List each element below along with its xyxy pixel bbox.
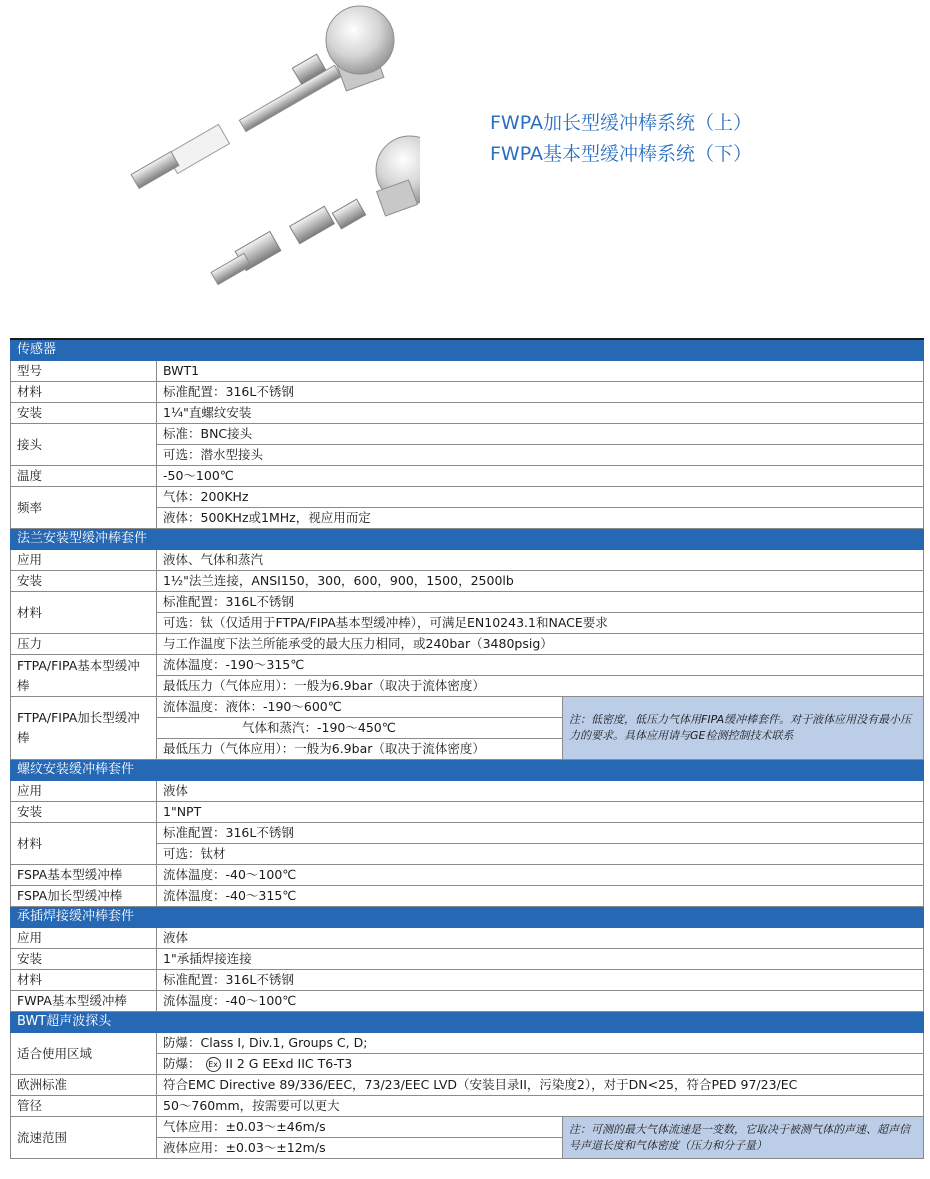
row-value: BWT1: [157, 361, 924, 382]
row-value: 1"承插焊接连接: [157, 949, 924, 970]
row-label: 材料: [11, 592, 157, 634]
row-label: 安装: [11, 571, 157, 592]
row-value: 液体：500KHz或1MHz，视应用而定: [157, 508, 924, 529]
row-label: 材料: [11, 970, 157, 991]
extended-buffer-rod-image: [131, 6, 394, 188]
caption-line-top: FWPA加长型缓冲棒系统（上）: [490, 112, 752, 134]
row-value: 可选：潜水型接头: [157, 445, 924, 466]
ex-mark-text: Ex: [208, 1060, 218, 1069]
row-label: FWPA基本型缓冲棒: [11, 991, 157, 1012]
section-header-socket: 承插焊接缓冲棒套件: [11, 907, 924, 928]
row-value: 流体温度：-40～100℃: [157, 991, 924, 1012]
row-value: 符合EMC Directive 89/336/EEC，73/23/EEC LVD（安装目录II，污染度2），对于DN<25，符合PED 97/23/EC: [157, 1075, 924, 1096]
section-header-probe: BWT超声波探头: [11, 1012, 924, 1033]
note-cell: 注：可测的最大气体流速是一变数，它取决于被测气体的声速、超声信号声道长度和气体密度（压力和分子量）: [563, 1117, 924, 1159]
row-value: -50～100℃: [157, 466, 924, 487]
row-value: 50～760mm，按需要可以更大: [157, 1096, 924, 1117]
row-value: 标准配置：316L不锈钢: [157, 970, 924, 991]
zone-marking: II 2 G EExd IIC T6-T3: [225, 1056, 353, 1071]
row-label: 适合使用区域: [11, 1033, 157, 1075]
row-label: FTPA/FIPA基本型缓冲棒: [11, 655, 157, 697]
row-value: 最低压力（气体应用）：一般为6.9bar（取决于流体密度）: [157, 676, 924, 697]
row-value: 标准配置：316L不锈钢: [157, 823, 924, 844]
row-value: 可选：钛材: [157, 844, 924, 865]
row-value: 液体、气体和蒸汽: [157, 550, 924, 571]
row-value: 流体温度：液体：-190～600℃: [157, 697, 563, 718]
row-label: 安装: [11, 949, 157, 970]
row-label: 材料: [11, 382, 157, 403]
row-label: 频率: [11, 487, 157, 529]
row-label: 流速范围: [11, 1117, 157, 1159]
product-caption: [490, 108, 752, 170]
row-value: 流体温度：-40～100℃: [157, 865, 924, 886]
row-label: 安装: [11, 802, 157, 823]
row-value: 标准：BNC接头: [157, 424, 924, 445]
row-value: 1½"法兰连接，ANSI150，300，600，900，1500，2500lb: [157, 571, 924, 592]
row-value: 标准配置：316L不锈钢: [157, 592, 924, 613]
row-value: 液体: [157, 928, 924, 949]
row-value: 1¼"直螺纹安装: [157, 403, 924, 424]
row-label: 压力: [11, 634, 157, 655]
row-value: 气体和蒸汽：-190～450℃: [157, 718, 563, 739]
row-label: 安装: [11, 403, 157, 424]
row-value: [157, 1054, 924, 1075]
row-value: 气体：200KHz: [157, 487, 924, 508]
section-header-sensor: 传感器: [11, 339, 924, 361]
row-value: 液体应用：±0.03～±12m/s: [157, 1138, 563, 1159]
row-label: 应用: [11, 781, 157, 802]
zone-prefix: 防爆：: [163, 1056, 201, 1071]
row-label: 应用: [11, 550, 157, 571]
row-value: 流体温度：-40～315℃: [157, 886, 924, 907]
row-value: 与工作温度下法兰所能承受的最大压力相同，或240bar（3480psig）: [157, 634, 924, 655]
row-label: 温度: [11, 466, 157, 487]
section-header-flange: 法兰安装型缓冲棒套件: [11, 529, 924, 550]
section-header-thread: 螺纹安装缓冲棒套件: [11, 760, 924, 781]
row-value: 最低压力（气体应用）：一般为6.9bar（取决于流体密度）: [157, 739, 563, 760]
row-value: 流体温度：-190～315℃: [157, 655, 924, 676]
row-label: FSPA加长型缓冲棒: [11, 886, 157, 907]
row-value: 防爆：Class I, Div.1, Groups C, D;: [157, 1033, 924, 1054]
row-value: 液体: [157, 781, 924, 802]
row-value: 标准配置：316L不锈钢: [157, 382, 924, 403]
row-label: 接头: [11, 424, 157, 466]
note-cell: 注：低密度，低压力气体用FIPA缓冲棒套件。对于液体应用没有最小压力的要求。具体应用请与GE检测控制技术联系: [563, 697, 924, 760]
row-label: 欧洲标准: [11, 1075, 157, 1096]
caption-line-bottom: FWPA基本型缓冲棒系统（下）: [490, 143, 752, 165]
row-label: 型号: [11, 361, 157, 382]
row-value: 气体应用：±0.03～±46m/s: [157, 1117, 563, 1138]
row-value: 可选：钛（仅适用于FTPA/FIPA基本型缓冲棒），可满足EN10243.1和NACE要求: [157, 613, 924, 634]
spec-table: [10, 338, 924, 1159]
row-label: FTPA/FIPA加长型缓冲棒: [11, 697, 157, 760]
row-label: 管径: [11, 1096, 157, 1117]
row-label: 材料: [11, 823, 157, 865]
row-label: 应用: [11, 928, 157, 949]
row-label: FSPA基本型缓冲棒: [11, 865, 157, 886]
ex-mark-icon: [206, 1057, 221, 1072]
row-value: 1"NPT: [157, 802, 924, 823]
basic-buffer-rod-image: [211, 136, 420, 285]
product-photo: [120, 0, 420, 300]
